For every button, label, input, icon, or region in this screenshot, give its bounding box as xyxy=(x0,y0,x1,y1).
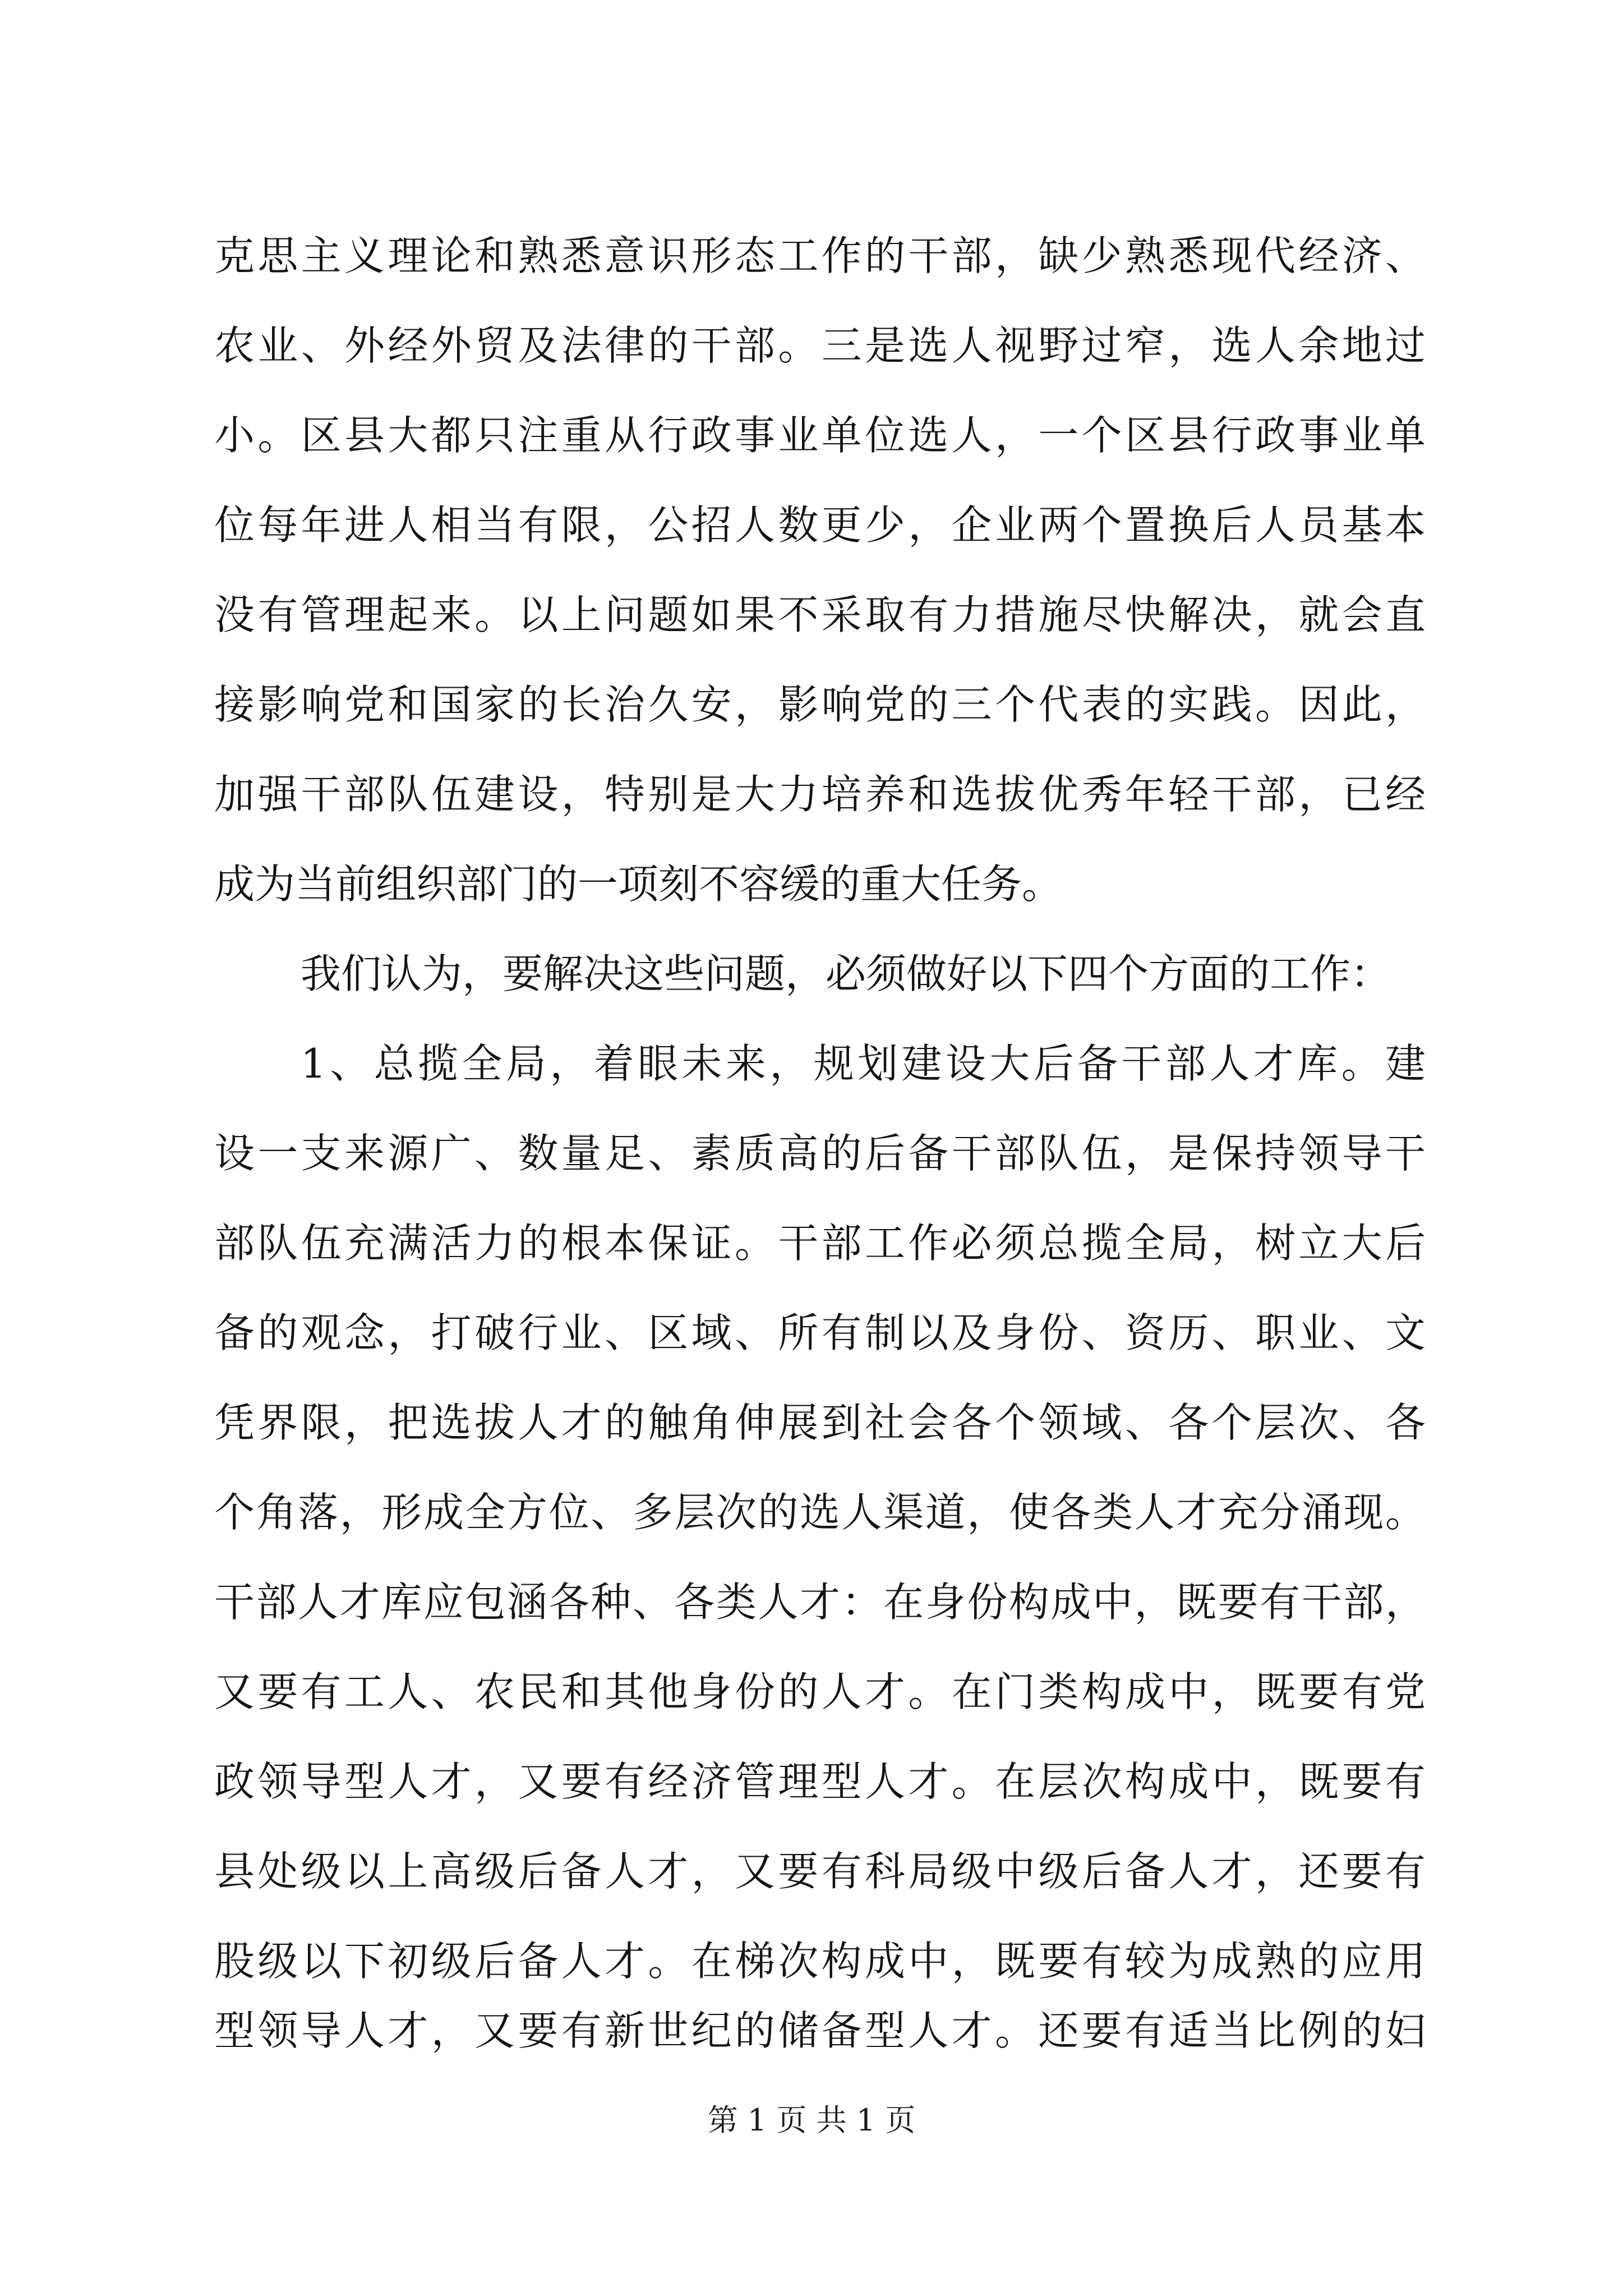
text-line: 接影响党和国家的长治久安，影响党的三个代表的实践。因此， xyxy=(214,681,1426,728)
text-line: 政领导型人才，又要有经济管理型人才。在层次构成中，既要有 xyxy=(214,1758,1426,1805)
text-line: 没有管理起来。以上问题如果不采取有力措施尽快解决，就会直 xyxy=(214,591,1426,638)
page-number-footer: 第 1 页 共 1 页 xyxy=(707,2102,916,2138)
text-line: 设一支来源广、数量足、素质高的后备干部队伍，是保持领导干 xyxy=(214,1130,1426,1177)
text-line: 加强干部队伍建设，特别是大力培养和选拔优秀年轻干部，已经 xyxy=(214,771,1426,818)
text-line: 备的观念，打破行业、区域、所有制以及身份、资历、职业、文 xyxy=(214,1309,1426,1356)
text-line: 我们认为，要解决这些问题，必须做好以下四个方面的工作： xyxy=(301,950,1391,997)
text-line: 股级以下初级后备人才。在梯次构成中，既要有较为成熟的应用 xyxy=(214,1938,1426,1985)
text-line: 型领导人才，又要有新世纪的储备型人才。还要有适当比例的妇 xyxy=(214,2007,1426,2054)
text-line: 1、总揽全局，着眼未来，规划建设大后备干部人才库。建 xyxy=(301,1040,1426,1087)
text-line: 部队伍充满活力的根本保证。干部工作必须总揽全局，树立大后 xyxy=(214,1220,1426,1267)
text-line: 成为当前组织部门的一项刻不容缓的重大任务。 xyxy=(214,861,1063,908)
text-line: 位每年进人相当有限，公招人数更少，企业两个置换后人员基本 xyxy=(214,501,1426,549)
text-line: 凭界限，把选拔人才的触角伸展到社会各个领域、各个层次、各 xyxy=(214,1399,1426,1446)
text-line: 干部人才库应包涵各种、各类人才：在身份构成中，既要有干部， xyxy=(214,1579,1426,1626)
text-line: 克思主义理论和熟悉意识形态工作的干部，缺少熟悉现代经济、 xyxy=(214,232,1426,279)
text-line: 小。区县大都只注重从行政事业单位选人，一个区县行政事业单 xyxy=(214,412,1426,459)
text-line: 个角落，形成全方位、多层次的选人渠道，使各类人才充分涌现。 xyxy=(214,1489,1426,1536)
text-line: 县处级以上高级后备人才，又要有科局级中级后备人才，还要有 xyxy=(214,1848,1426,1895)
text-line: 农业、外经外贸及法律的干部。三是选人视野过窄，选人余地过 xyxy=(214,322,1426,369)
text-line: 又要有工人、农民和其他身份的人才。在门类构成中，既要有党 xyxy=(214,1668,1426,1715)
